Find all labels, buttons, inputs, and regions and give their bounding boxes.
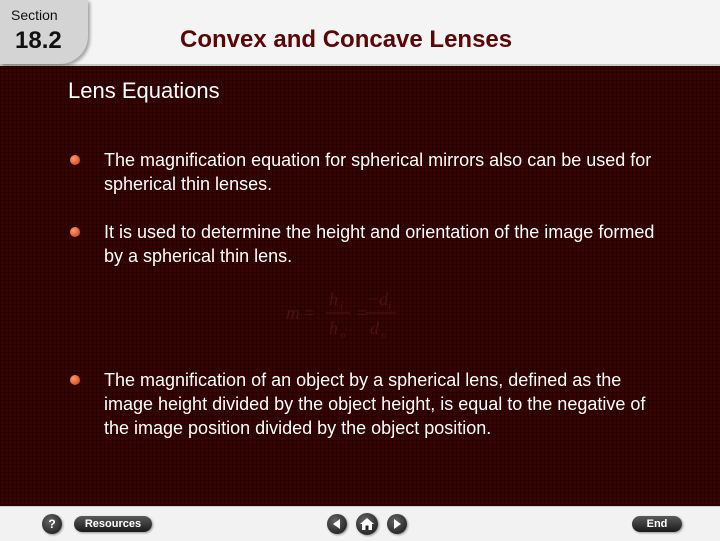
bullet-icon	[70, 227, 80, 237]
equation-frac2-den: d	[370, 318, 379, 338]
end-button[interactable]: End	[632, 516, 682, 532]
previous-arrow-icon	[327, 514, 347, 534]
equation-lhs: m	[286, 303, 300, 324]
help-button[interactable]	[42, 514, 62, 534]
section-label: Section	[11, 7, 58, 23]
bullet-text: The magnification equation for spherical mirrors also can be used for spherical thin lenses.	[104, 150, 652, 194]
home-icon	[356, 513, 378, 535]
section-number: 18.2	[15, 27, 62, 54]
equation-frac1-num: h	[329, 289, 338, 309]
next-arrow-icon	[387, 514, 407, 534]
equation-equals-2: =	[357, 303, 368, 323]
bullet-text: The magnification of an object by a spherical lens, defined as the image height divided by the object height, is equal to the negative of the image position divided by the object position.	[104, 370, 646, 438]
equation-frac1-den-sub: o	[340, 329, 346, 341]
header-bar	[0, 0, 720, 66]
home-button[interactable]	[356, 513, 378, 535]
equation-frac1-den: h	[329, 318, 338, 338]
equation-equals-1: =	[304, 303, 315, 323]
page-title: Convex and Concave Lenses	[180, 26, 513, 53]
equation-frac2-num-sub: i	[388, 300, 392, 312]
equation-frac2-num: −d	[367, 289, 389, 309]
bullet-icon	[70, 155, 80, 165]
equation-frac1-num-sub: i	[340, 300, 344, 312]
help-icon: ?	[48, 517, 56, 531]
equation-frac2-den-sub: o	[381, 329, 387, 341]
resources-button[interactable]: Resources	[74, 516, 152, 532]
bullet-text: It is used to determine the height and orientation of the image formed by a spherical thin lens.	[104, 222, 655, 266]
previous-button[interactable]	[327, 514, 347, 534]
slide-subtitle: Lens Equations	[68, 78, 220, 103]
next-button[interactable]	[387, 514, 407, 534]
bullet-icon	[70, 375, 80, 385]
footer-nav	[0, 506, 720, 541]
section-tab	[0, 0, 88, 64]
magnification-equation	[284, 286, 414, 346]
